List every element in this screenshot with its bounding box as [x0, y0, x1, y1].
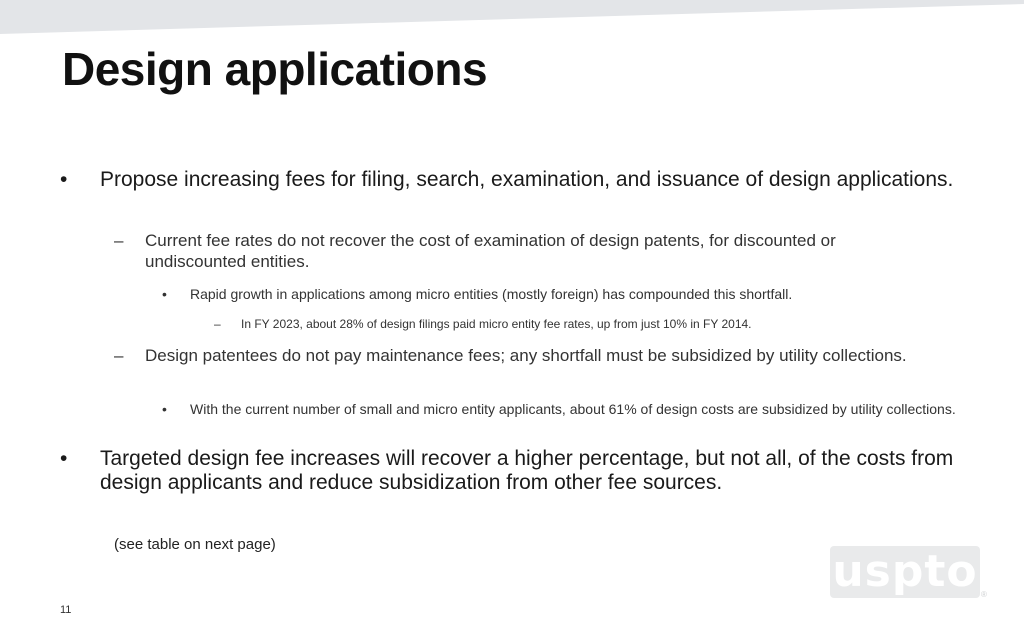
dash-marker: –	[114, 346, 124, 365]
sub-sub-bullet-rapid-growth	[162, 285, 962, 303]
logo-text: uspto	[832, 546, 978, 597]
see-table-note: (see table on next page)	[114, 536, 276, 553]
registered-mark: ®	[981, 590, 987, 599]
sub-bullet-current-fee-rates	[114, 230, 934, 272]
sub-bullet-maintenance-fees	[114, 345, 934, 366]
page-number: 11	[60, 604, 72, 616]
bullet-marker: •	[60, 168, 68, 191]
sub-bullet-text: Current fee rates do not recover the cost of examination of design patents, for discounted or undiscounted entities.	[145, 231, 836, 271]
sub-sub-bullet-text: With the current number of small and micro entity applicants, about 61% of design costs are subsidized by utility collections.	[190, 401, 956, 417]
slide-title: Design applications	[62, 43, 488, 95]
bullet-propose-increase	[60, 168, 970, 192]
level4-bullet-fy2023	[214, 316, 934, 332]
uspto-logo	[830, 546, 980, 598]
bullet-text: Targeted design fee increases will recover a higher percentage, but not all, of the costs from design applicants and reduce subsidization from other fee sources.	[100, 447, 954, 494]
bullet-targeted-increases	[60, 447, 970, 495]
top-decorative-band	[0, 0, 1024, 34]
sub-sub-bullet-61-percent	[162, 400, 962, 418]
sub-bullet-text: Design patentees do not pay maintenance fees; any shortfall must be subsidized by utility collections.	[145, 346, 907, 365]
bullet-marker: •	[162, 286, 167, 302]
bullet-marker: •	[60, 447, 68, 470]
dash-marker: –	[114, 231, 124, 250]
sub-sub-bullet-text: Rapid growth in applications among micro entities (mostly foreign) has compounded this shortfall.	[190, 286, 793, 302]
dash-marker: –	[214, 317, 221, 331]
bullet-marker: •	[162, 401, 167, 417]
bullet-text: Propose increasing fees for filing, search, examination, and issuance of design applications.	[100, 168, 954, 191]
level4-bullet-text: In FY 2023, about 28% of design filings paid micro entity fee rates, up from just 10% in FY 2014.	[241, 317, 752, 331]
